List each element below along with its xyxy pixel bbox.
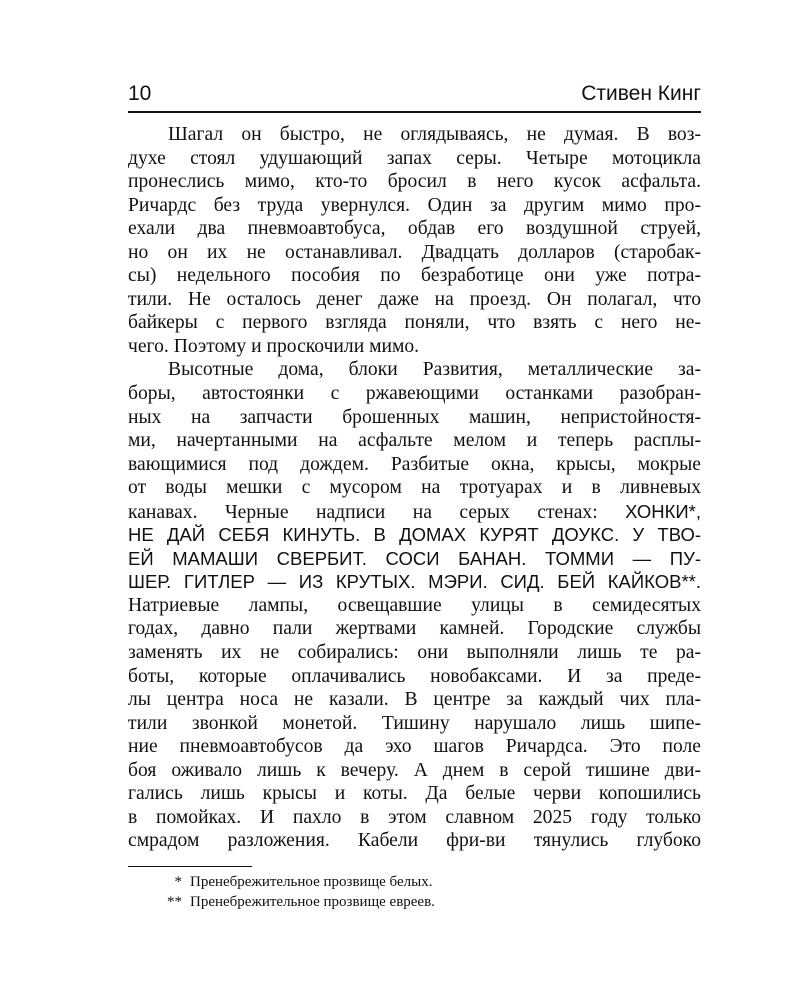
text-line: чего. Поэтому и проскочили мимо. xyxy=(128,335,420,357)
graffiti-line xyxy=(128,547,701,571)
header-rule xyxy=(128,111,701,113)
text-line-segment: канавах. Черные надписи на серых стенах: xyxy=(128,501,598,523)
graffiti-line xyxy=(128,523,701,547)
footnote-text: Пренебрежительное прозвище евреев. xyxy=(190,894,435,910)
graffiti-text: ЕЙ МАМАШИ СВЕРБИТ. СОСИ БАНАН. ТОММИ — ПУ- xyxy=(128,547,701,569)
text-line: ми, начертанными на асфальте мелом и теперь расплы- xyxy=(128,430,701,452)
text-line: Натриевые лампы, освещавшие улицы в семидесятых xyxy=(128,594,701,616)
text-line: заменять их не собирались: они выполняли лишь те ра- xyxy=(128,642,701,664)
text-line: смрадом разложения. Кабели фри-ви тянулись глубоко xyxy=(128,830,701,852)
text-line: ных на запчасти брошенных машин, непристойностя- xyxy=(128,406,701,428)
text-line: боры, автостоянки с ржавеющими останками разобран- xyxy=(128,383,701,405)
text-line: Ричардс без труда увернулся. Один за другим мимо про- xyxy=(128,194,701,216)
text-line: сы) недельного пособия по безработице они уже потра- xyxy=(128,265,701,287)
running-header xyxy=(128,82,701,110)
footnote xyxy=(152,892,435,912)
footnote-text: Пренебрежительное прозвище белых. xyxy=(190,874,433,890)
graffiti-line xyxy=(128,570,701,594)
text-line: боя оживало лишь к вечеру. А днем в серой тишине дви- xyxy=(128,759,701,781)
text-line: в помойках. И пахло в этом славном 2025 году только xyxy=(128,806,701,828)
text-line: тили. Не осталось денег даже на проезд. Он полагал, что xyxy=(128,288,701,310)
running-header-author: Стивен Кинг xyxy=(581,82,701,105)
body-text xyxy=(128,123,701,853)
text-line: вающимися под дождем. Разбитые окна, крысы, мокрые xyxy=(128,453,701,475)
footnote-rule xyxy=(128,866,252,867)
graffiti-text: НЕ ДАЙ СЕБЯ КИНУТЬ. В ДОМАХ КУРЯТ ДОУКС. У ТВО- xyxy=(128,524,701,546)
text-line: Шагал он быстро, не оглядываясь, не думая. В воз- xyxy=(168,124,701,145)
footnote-marker: * xyxy=(174,874,182,890)
text-line: пронеслись мимо, кто-то бросил в него кусок асфальта. xyxy=(128,171,701,193)
text-line: боты, которые оплачивались новобаксами. И за преде- xyxy=(128,665,701,687)
graffiti-text: ШЕР. ГИТЛЕР — ИЗ КРУТЫХ. МЭРИ. СИД. БЕЙ КАЙКОВ**. xyxy=(128,571,701,593)
text-line: ехали два пневмоавтобуса, обдав его воздушной струей, xyxy=(128,218,701,240)
text-line: но он их не останавливал. Двадцать долларов (старобак- xyxy=(128,241,701,263)
text-line: Высотные дома, блоки Развития, металлические за- xyxy=(168,359,701,381)
graffiti-text: ХОНКИ*, xyxy=(625,500,701,522)
text-line xyxy=(128,500,701,524)
text-line: духе стоял удушающий запах серы. Четыре мотоцикла xyxy=(128,147,701,169)
footnote-marker: ** xyxy=(167,894,182,910)
page-number: 10 xyxy=(128,82,152,105)
text-line: байкеры с первого взгляда поняли, что взять с него не- xyxy=(128,312,701,334)
footnote xyxy=(152,872,435,892)
footnotes xyxy=(152,872,435,912)
text-line: тили звонкой монетой. Тишину нарушало лишь шипе- xyxy=(128,712,701,734)
text-line: от воды мешки с мусором на тротуарах и в ливневых xyxy=(128,477,701,499)
text-line: ние пневмоавтобусов да эхо шагов Ричардса. Это поле xyxy=(128,736,701,758)
text-line: гались лишь крысы и коты. Да белые черви копошились xyxy=(128,783,701,805)
text-line: годах, давно пали жертвами камней. Городские службы xyxy=(128,618,701,640)
text-line: лы центра носа не казали. В центре за каждый чих пла- xyxy=(128,689,701,711)
